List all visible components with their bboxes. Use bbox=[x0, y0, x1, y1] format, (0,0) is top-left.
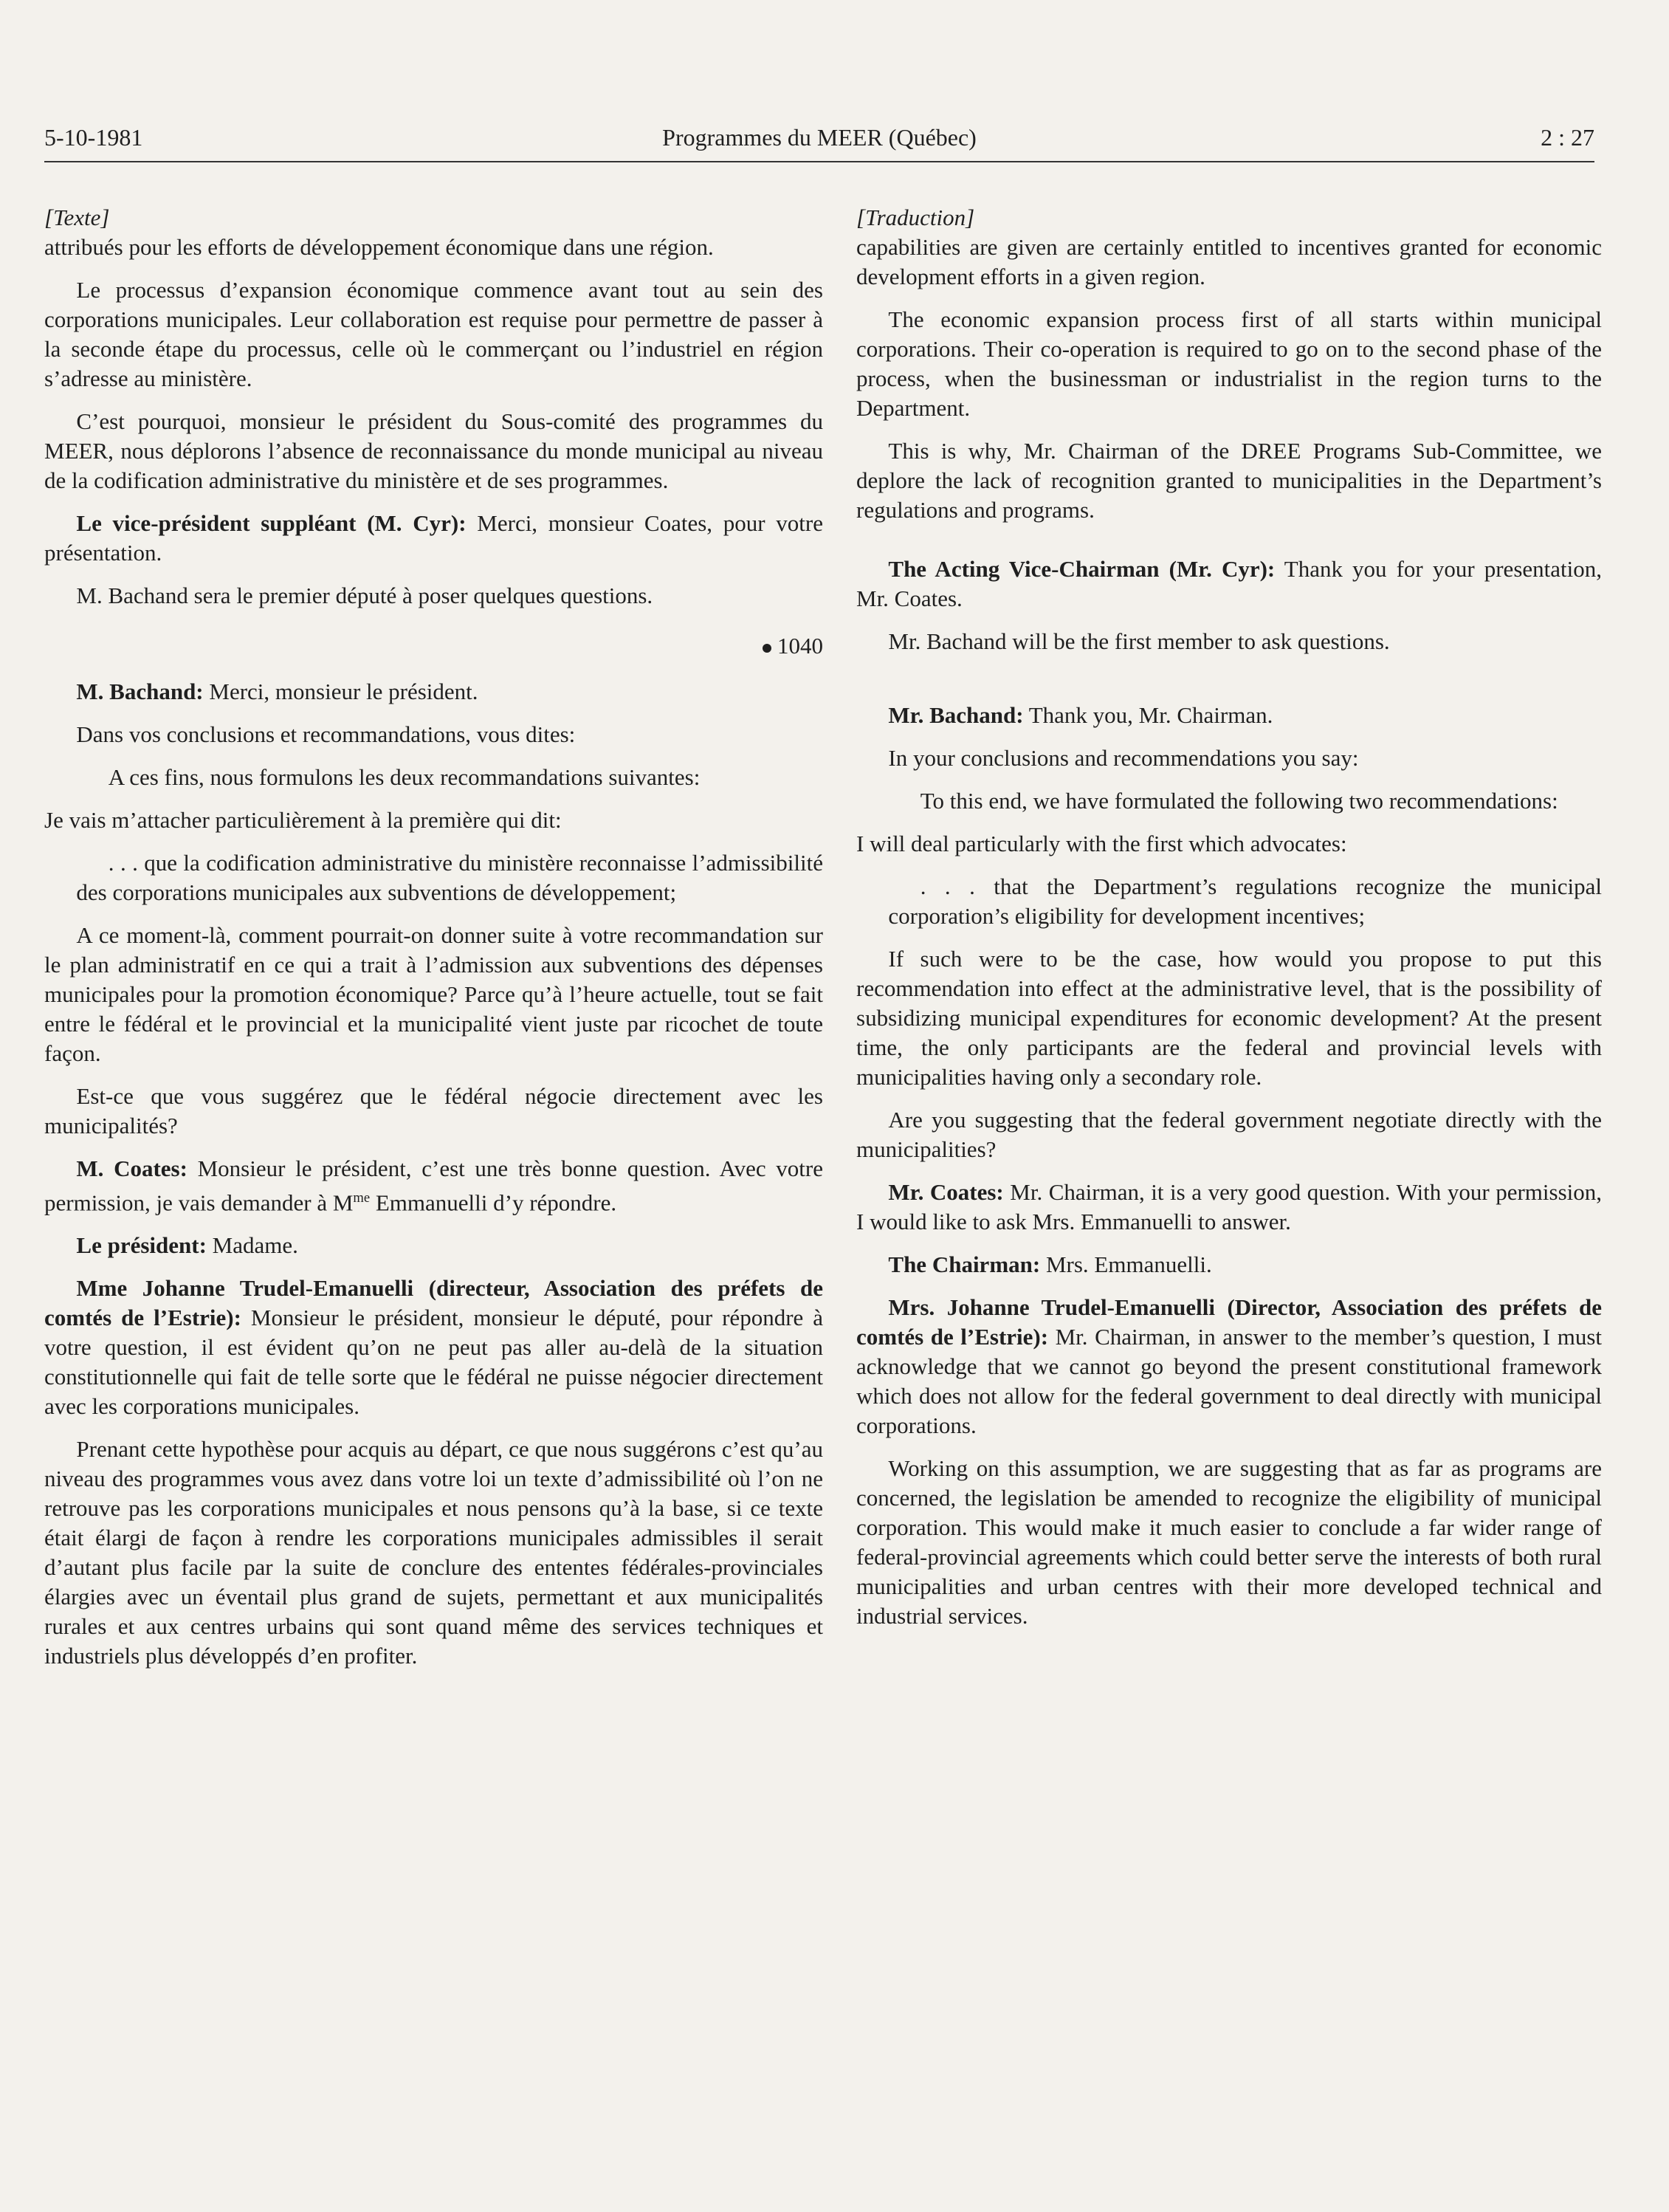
column-tag: [Texte] bbox=[44, 205, 110, 230]
speaker-paragraph bbox=[856, 554, 1602, 614]
speaker-paragraph bbox=[856, 1178, 1602, 1237]
speaker-name: The Acting Vice-Chairman (Mr. Cyr): bbox=[888, 556, 1276, 582]
paragraph: Are you suggesting that the federal government negotiate directly with the municipalities? bbox=[856, 1107, 1602, 1162]
header-date: 5-10-1981 bbox=[44, 124, 143, 151]
speech-text: Mrs. Emmanuelli. bbox=[1040, 1251, 1212, 1277]
column-french bbox=[44, 203, 823, 1684]
paragraph: Prenant cette hypothèse pour acquis au départ, ce que nous suggérons c’est qu’au niveau des programmes vous avez dans votre loi un texte d’admissibilité où l’on ne retrouve pas les corporations municipales et nous pensons qu’à la base, si ce texte était élargi de façon à rendre les corporations municipales admissibles il serait d’autant plus facile par la suite de conclure des ententes fédérales-provinciales élargies avec un éventail plus grand de sujets, permettant et aux municipalités rurales et aux centres urbains qui sont quand même des services techniques et industriels plus développés d’en profiter. bbox=[44, 1436, 823, 1669]
header-title: Programmes du MEER (Québec) bbox=[662, 124, 977, 151]
paragraph: Mr. Bachand will be the first member to ask questions. bbox=[888, 628, 1390, 654]
paragraph: I will deal particularly with the first which advocates: bbox=[856, 831, 1347, 856]
paragraph: attribués pour les efforts de développement économique dans une région. bbox=[44, 234, 714, 260]
speaker-paragraph bbox=[44, 1231, 823, 1260]
speaker-name: Mr. Bachand: bbox=[888, 702, 1024, 728]
speaker-name: M. Coates: bbox=[76, 1155, 187, 1181]
speaker-name: M. Bachand: bbox=[76, 679, 204, 704]
speaker-paragraph bbox=[44, 677, 823, 707]
spacer bbox=[856, 538, 1602, 554]
speech-text: Monsieur le président, monsieur le député, pour répondre à votre question, il est évident qu’on ne peut pas aller au-delà de la situation constitutionnelle qui fait de telle sorte que le fédéral ne puisse négocier directement avec les corporations municipales. bbox=[44, 1305, 823, 1420]
speaker-name: Mrs. Johanne Trudel-Emanuelli (Director, Association des préfets de comtés de l’Estrie): bbox=[856, 1294, 1602, 1350]
paragraph: Le processus d’expansion économique commence avant tout au sein des corporations municipales. Leur collaboration est requise pour permettre de passer à la seconde étape du processus, celle où le commerçant ou l’industriel en région s’adresse au ministère. bbox=[44, 277, 823, 391]
paragraph: Est-ce que vous suggérez que le fédéral négocie directement avec les municipalités? bbox=[44, 1083, 823, 1138]
speaker-name: Le vice-président suppléant (M. Cyr): bbox=[76, 510, 467, 536]
paragraph: C’est pourquoi, monsieur le président du Sous-comité des programmes du MEER, nous déplorons l’absence de reconnaissance du monde municipal au niveau de la codification administrative du ministère et de ses programmes. bbox=[44, 408, 823, 493]
header-page-number: 2 : 27 bbox=[1541, 124, 1594, 151]
speaker-paragraph bbox=[856, 701, 1602, 730]
page-header bbox=[44, 124, 1594, 164]
paragraph: The economic expansion process first of all starts within municipal corporations. Their co-operation is required to go on to the second phase of the process, when the businessman or industrialist in the region turns to the Department. bbox=[856, 306, 1602, 421]
paragraph: Dans vos conclusions et recommandations, vous dites: bbox=[76, 721, 576, 747]
speaker-paragraph bbox=[856, 1250, 1602, 1280]
speaker-paragraph bbox=[44, 1154, 823, 1217]
speaker-paragraph bbox=[44, 1274, 823, 1421]
speech-text: Merci, monsieur le président. bbox=[203, 679, 478, 704]
quoted-paragraph: . . . que la codification administrative du ministère reconnaisse l’admissibilité des corporations municipales aux subventions de développement; bbox=[76, 850, 823, 905]
superscript: me bbox=[353, 1190, 371, 1206]
paragraph: A ce moment-là, comment pourrait-on donner suite à votre recommandation sur le plan administratif en ce qui a trait à l’admission aux subventions des dépenses municipales pour la promotion économique? Parce qu’à l’heure actuelle, tout se fait entre le fédéral et le provincial et la municipalité vient juste par ricochet de toute façon. bbox=[44, 922, 823, 1066]
speech-text: Madame. bbox=[206, 1232, 298, 1259]
paragraph: capabilities are given are certainly entitled to incentives granted for economic development efforts in a given region. bbox=[856, 234, 1602, 289]
paragraph: In your conclusions and recommendations you say: bbox=[888, 745, 1359, 771]
speech-text: Monsieur le président, c’est une très bonne question. Avec votre permission, je vais demander à M bbox=[44, 1155, 823, 1216]
time-marker bbox=[44, 631, 823, 661]
speaker-name: Le président: bbox=[76, 1232, 207, 1259]
quoted-paragraph: . . . that the Department’s regulations recognize the municipal corporation’s eligibility for development incentives; bbox=[888, 873, 1602, 929]
time-marker-value: 1040 bbox=[777, 633, 823, 659]
spacer bbox=[856, 670, 1602, 701]
speaker-name: Mme Johanne Trudel-Emanuelli (directeur, Association des préfets de comtés de l’Estrie): bbox=[44, 1275, 823, 1331]
paragraph: Je vais m’attacher particulièrement à la première qui dit: bbox=[44, 807, 562, 833]
speaker-name: Mr. Coates: bbox=[888, 1179, 1004, 1205]
speech-text: Mr. Chairman, in answer to the member’s question, I must acknowledge that we cannot go beyond the present constitutional framework which does not allow for the federal government to deal directly with municipal corporations. bbox=[856, 1324, 1602, 1438]
bullet-icon bbox=[763, 644, 771, 653]
speaker-paragraph bbox=[44, 509, 823, 568]
quoted-paragraph: To this end, we have formulated the following two recommendations: bbox=[920, 788, 1558, 814]
speech-text: Thank you for your presentation, Mr. Coates. bbox=[856, 556, 1602, 611]
column-english bbox=[856, 203, 1602, 1644]
speech-text: Merci, monsieur Coates, pour votre présentation. bbox=[44, 510, 823, 566]
column-tag: [Traduction] bbox=[856, 205, 975, 230]
quoted-paragraph: A ces fins, nous formulons les deux recommandations suivantes: bbox=[108, 764, 701, 790]
paragraph: M. Bachand sera le premier député à poser quelques questions. bbox=[76, 583, 653, 608]
speech-text: Emmanuelli d’y répondre. bbox=[370, 1189, 617, 1216]
speaker-name: The Chairman: bbox=[888, 1251, 1041, 1277]
paragraph: Working on this assumption, we are suggesting that as far as programs are concerned, the legislation be amended to recognize the eligibility of municipal corporation. This would make it much easier to conclude a far wider range of federal-provincial agreements which could better serve the interests of both rural municipalities and urban centres with their more developed technical and industrial services. bbox=[856, 1455, 1602, 1629]
speaker-paragraph bbox=[856, 1293, 1602, 1440]
paragraph: If such were to be the case, how would you propose to put this recommendation into effect at the administrative level, that is the possibility of subsidizing municipal expenditures for economic development? At the present time, the only participants are the federal and provincial levels with municipalities having only a secondary role. bbox=[856, 946, 1602, 1090]
speech-text: Thank you, Mr. Chairman. bbox=[1023, 702, 1273, 728]
speech-text: Mr. Chairman, it is a very good question. With your permission, I would like to ask Mrs. Emmanuelli to answer. bbox=[856, 1179, 1602, 1234]
paragraph: This is why, Mr. Chairman of the DREE Programs Sub-Committee, we deplore the lack of recognition granted to municipalities in the Department’s regulations and programs. bbox=[856, 438, 1602, 523]
header-rule bbox=[44, 161, 1594, 162]
